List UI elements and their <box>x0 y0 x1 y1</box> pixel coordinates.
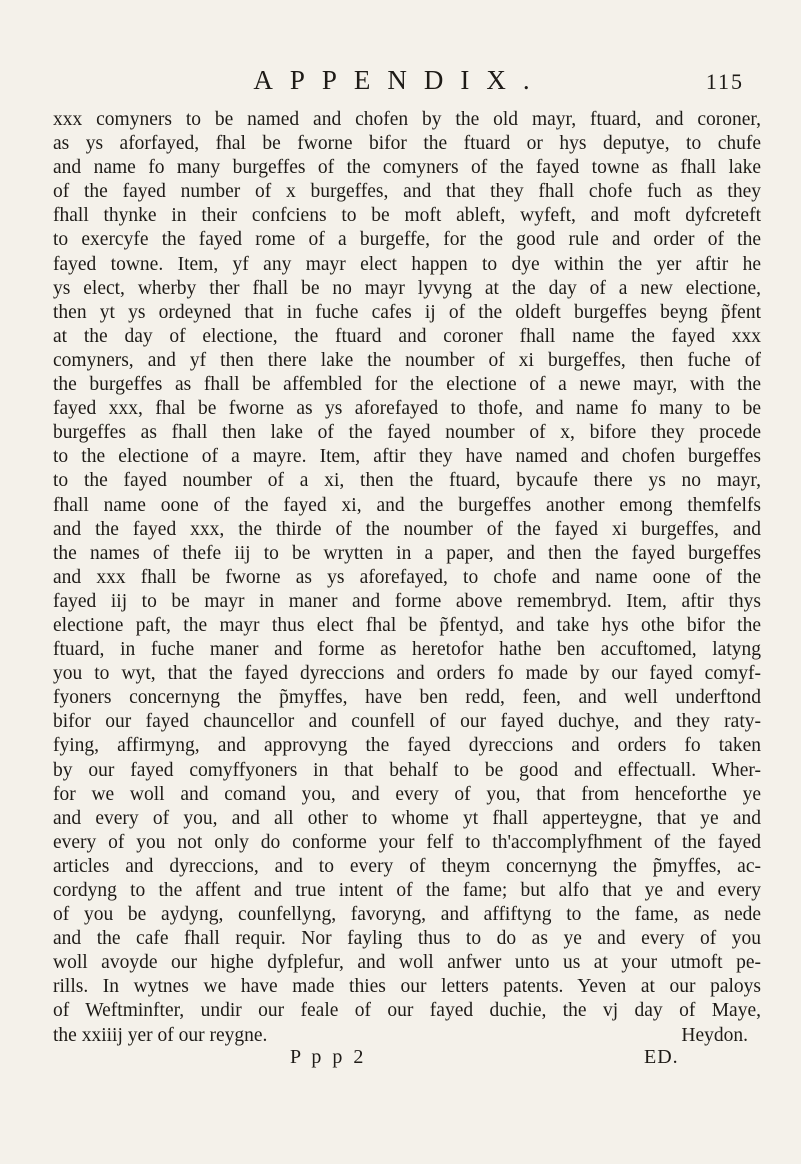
text-line: and every of you, and all other to whome yt fhall apperteygne, that ye and <box>53 807 761 829</box>
text-line: to the electione of a mayre. Item, aftir they have named and chofen burgeffes <box>53 446 761 468</box>
running-head: APPENDIX. <box>253 65 547 95</box>
text-line: by our fayed comyffyoners in that behalf to be good and effectuall. Wher- <box>53 759 761 781</box>
page-header <box>0 60 801 100</box>
text-line: for we woll and comand you, and every of you, that from henceforthe ye <box>53 783 761 805</box>
text-line: ys elect, wherby ther fhall be no mayr lyvyng at the day of a new electione, <box>53 277 761 299</box>
text-line: fyoners concernyng the p̃myffes, have ben redd, feen, and well underftond <box>53 687 761 709</box>
text-line: at the day of electione, the ftuard and coroner fhall name the fayed xxx <box>53 325 761 347</box>
text-line: then yt ys ordeyned that in fuche cafes ij of the oldeft burgeffes beyng p̃fent <box>53 301 761 323</box>
text-line: you to wyt, that the fayed dyreccions and orders fo made by our fayed comyf- <box>53 663 761 685</box>
text-line: every of you not only do conforme your felf to th'accomplyfhment of the fayed <box>53 831 761 853</box>
text-line: and the cafe fhall requir. Nor fayling thus to do as ye and every of you <box>53 928 761 950</box>
text-line: of Weftminfter, undir our feale of our fayed duchie, the vj day of Maye, <box>53 1000 761 1022</box>
text-line: and the fayed xxx, the thirde of the noumber of the fayed xi burgeffes, and <box>53 518 761 540</box>
text-lines <box>53 108 761 1024</box>
text-line: fayed xxx, fhal be fworne as ys aforefayed to thofe, and name fo many to be <box>53 398 761 420</box>
text-line: fying, affirmyng, and approvyng the fayed dyreccions and orders fo taken <box>53 735 761 757</box>
catchword: ED. <box>644 1046 679 1068</box>
text-line: fhall thynke in their confciens to be moft ableft, wyfeft, and moft dyfcreteft <box>53 205 761 227</box>
text-line: the names of thefe iij to be wrytten in a paper, and then the fayed burgeffes <box>53 542 761 564</box>
text-line: articles and dyreccions, and to every of theym concernyng the p̃myffes, ac- <box>53 855 761 877</box>
text-line: of the fayed number of x burgeffes, and that they fhall chofe fuch as they <box>53 181 761 203</box>
text-line: ftuard, in fuche maner and forme as heretofor hathe ben accuftomed, latyng <box>53 639 761 661</box>
text-line: bifor our fayed chauncellor and counfell of our fayed duchye, and they raty- <box>53 711 761 733</box>
text-line: and name fo many burgeffes of the comyners of the fayed towne as fhall lake <box>53 157 761 179</box>
text-line: fayed towne. Item, yf any mayr elect happen to dye within the yer aftir he <box>53 253 761 275</box>
text-line: the burgeffes as fhall be affembled for the electione of a newe mayr, with the <box>53 374 761 396</box>
text-line: comyners, and yf then there lake the noumber of xi burgeffes, then fuche of <box>53 349 761 371</box>
text-line: electione paft, the mayr thus elect fhal be p̃fentyd, and take hys othe bifor the <box>53 614 761 636</box>
text-line: woll avoyde our highe dyfplefur, and woll anfwer unto us at your utmoft pe- <box>53 952 761 974</box>
signature-mark: P p p 2 <box>290 1046 367 1068</box>
text-line: and xxx fhall be fworne as ys aforefayed, to chofe and name oone of the <box>53 566 761 588</box>
text-line: rills. In wytnes we have made thies our letters patents. Yeven at our paloys <box>53 976 761 998</box>
text-line: to exercyfe the fayed rome of a burgeffe, for the good rule and order of the <box>53 229 761 251</box>
text-line: burgeffes as fhall then lake of the fayed noumber of x, bifore they procede <box>53 422 761 444</box>
text-line: xxx comyners to be named and chofen by the old mayr, ftuard, and coroner, <box>53 109 761 130</box>
text-line: cordyng to the affent and true intent of the fame; but alfo that ye and every <box>53 880 761 901</box>
closing-line: the xxiiij yer of our reygne. <box>53 1024 268 1046</box>
page-footer <box>0 1042 801 1072</box>
text-line: as ys aforfayed, fhal be fworne bifor the ftuard or hys deputye, to chufe <box>53 133 761 155</box>
text-line: fhall name oone of the fayed xi, and the burgeffes another emong themfelfs <box>53 494 761 516</box>
text-line: to the fayed noumber of a xi, then the ftuard, bycaufe there ys no mayr, <box>53 470 761 492</box>
body-text <box>53 108 761 1048</box>
page-number: 115 <box>705 69 744 94</box>
text-line: of you be aydyng, counfellyng, favoryng, and affiftyng to the fame, as nede <box>53 904 761 926</box>
text-line: fayed iij to be mayr in maner and forme above remembryd. Item, aftir thys <box>53 590 761 612</box>
closing-signatory: Heydon. <box>681 1024 748 1046</box>
